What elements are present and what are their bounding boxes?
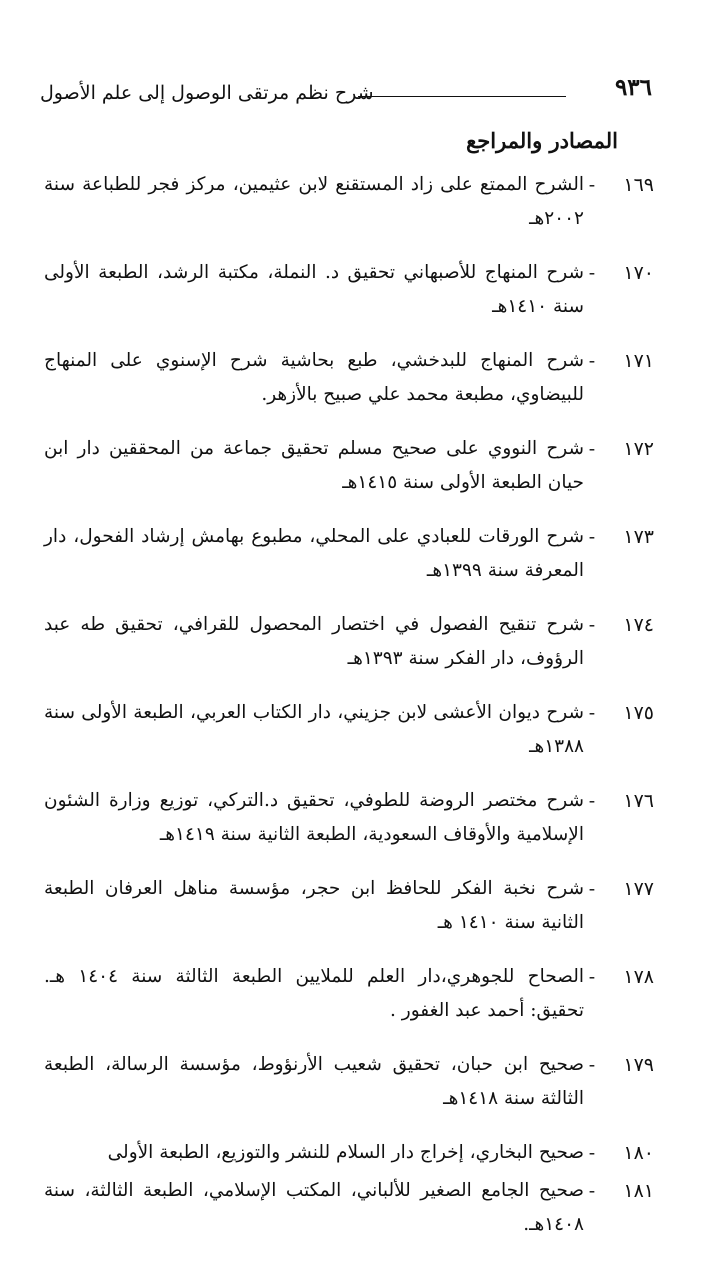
- reference-text: شرح المنهاج للأصبهاني تحقيق د. النملة، مكتبة الرشد، الطبعة الأولى سنة ١٤١٠هـ: [44, 262, 584, 317]
- reference-number: ١٧٤: [623, 614, 654, 636]
- reference-item: [44, 520, 654, 588]
- reference-dash: -: [588, 1180, 596, 1202]
- reference-dash: -: [588, 878, 596, 900]
- reference-number: ١٨٠: [623, 1142, 654, 1164]
- reference-number: ١٨١: [623, 1180, 654, 1202]
- reference-number: ١٧١: [623, 350, 654, 372]
- reference-dash: -: [588, 702, 596, 724]
- reference-dash: -: [588, 1142, 596, 1164]
- reference-item: [44, 432, 654, 500]
- reference-text: شرح نخبة الفكر للحافظ ابن حجر، مؤسسة مناهل العرفان الطبعة الثانية سنة ١٤١٠ هـ: [44, 878, 584, 933]
- reference-dash: -: [588, 614, 596, 636]
- reference-item: [44, 696, 654, 764]
- reference-item: [44, 344, 654, 412]
- reference-text: شرح المنهاج للبدخشي، طبع بحاشية شرح الإسنوي على المنهاج للبيضاوي، مطبعة محمد علي صبيح بالأزهر.: [44, 350, 584, 405]
- reference-number: ١٧٩: [623, 1054, 654, 1076]
- reference-item: [44, 168, 654, 236]
- reference-item: [44, 1174, 654, 1242]
- reference-text: شرح ديوان الأعشى لابن جزيني، دار الكتاب العربي، الطبعة الأولى سنة ١٣٨٨هـ: [44, 702, 584, 757]
- reference-item: [44, 608, 654, 676]
- reference-dash: -: [588, 350, 596, 372]
- reference-dash: -: [588, 966, 596, 988]
- reference-text: شرح الورقات للعبادي على المحلي، مطبوع بهامش إرشاد الفحول، دار المعرفة سنة ١٣٩٩هـ: [44, 526, 584, 581]
- header-rule: [358, 96, 566, 97]
- reference-number: ١٧٥: [623, 702, 654, 724]
- reference-number: ١٧٢: [623, 438, 654, 460]
- reference-text: الشرح الممتع على زاد المستقنع لابن عثيمين، مركز فجر للطباعة سنة ٢٠٠٢هـ: [44, 174, 584, 229]
- reference-dash: -: [588, 790, 596, 812]
- reference-item: [44, 960, 654, 1028]
- reference-number: ١٧٦: [623, 790, 654, 812]
- reference-text: شرح تنقيح الفصول في اختصار المحصول للقرافي، تحقيق طه عبد الرؤوف، دار الفكر سنة ١٣٩٣هـ: [44, 614, 584, 669]
- reference-item: [44, 256, 654, 324]
- section-title: المصادر والمراجع: [466, 128, 618, 153]
- reference-text: الصحاح للجوهري،دار العلم للملايين الطبعة الثالثة سنة ١٤٠٤ هـ. تحقيق: أحمد عبد الغفور .: [44, 966, 585, 1021]
- reference-number: ١٧٧: [623, 878, 654, 900]
- reference-dash: -: [588, 438, 596, 460]
- reference-item: [44, 784, 654, 852]
- running-title: شرح نظم مرتقى الوصول إلى علم الأصول: [40, 82, 374, 104]
- reference-item: [44, 872, 654, 940]
- references-list: [44, 168, 654, 1262]
- reference-text: صحيح ابن حبان، تحقيق شعيب الأرنؤوط، مؤسسة الرسالة، الطبعة الثالثة سنة ١٤١٨هـ: [44, 1054, 584, 1109]
- reference-text: صحيح البخاري، إخراج دار السلام للنشر والتوزيع، الطبعة الأولى: [107, 1142, 584, 1163]
- page-number: ٩٣٦: [614, 74, 652, 101]
- reference-number: ١٧٨: [623, 966, 654, 988]
- reference-dash: -: [588, 174, 596, 196]
- reference-text: صحيح الجامع الصغير للألباني، المكتب الإسلامي، الطبعة الثالثة، سنة ١٤٠٨هـ.: [44, 1180, 584, 1235]
- reference-dash: -: [588, 526, 596, 548]
- reference-item: [44, 1048, 654, 1116]
- reference-item: [44, 1136, 654, 1170]
- reference-number: ١٦٩: [623, 174, 654, 196]
- reference-dash: -: [588, 1054, 596, 1076]
- page-header: [40, 70, 652, 110]
- reference-dash: -: [588, 262, 596, 284]
- reference-text: شرح مختصر الروضة للطوفي، تحقيق د.التركي، توزيع وزارة الشئون الإسلامية والأوقاف السعودية، الطبعة الثانية سنة ١٤١٩هـ: [44, 790, 584, 845]
- reference-number: ١٧٠: [623, 262, 654, 284]
- reference-text: شرح النووي على صحيح مسلم تحقيق جماعة من المحققين دار ابن حيان الطبعة الأولى سنة ١٤١٥هـ: [44, 438, 584, 493]
- reference-number: ١٧٣: [623, 526, 654, 548]
